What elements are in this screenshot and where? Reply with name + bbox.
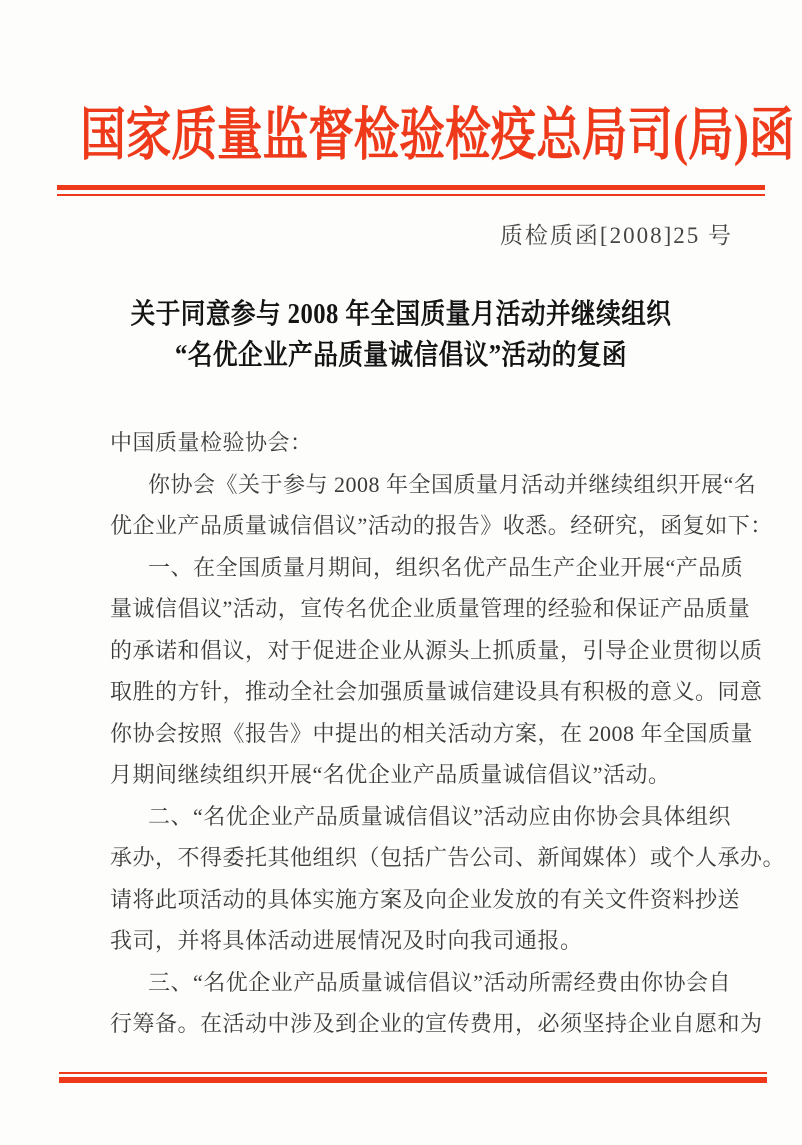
body-line: 量诚信倡议”活动，宣传名优企业质量管理的经验和保证产品质量 bbox=[110, 596, 751, 621]
footer-divider-thick-line bbox=[59, 1077, 767, 1083]
document-title-line1: 关于同意参与 2008 年全国质量月活动并继续组织 bbox=[130, 299, 672, 330]
body-line: 优企业产品质量诚信倡议”活动的报告》收悉。经研究，函复如下： bbox=[110, 513, 773, 538]
footer-divider-thin-line bbox=[59, 1072, 767, 1074]
header-divider bbox=[57, 185, 765, 196]
body-line: 三、“名优企业产品质量诚信倡议”活动所需经费由你协会自 bbox=[148, 969, 732, 995]
body-line: 二、“名优企业产品质量诚信倡议”活动应由你协会具体组织 bbox=[148, 803, 732, 829]
salutation: 中国质量检验协会： bbox=[110, 430, 313, 455]
body-line: 承办，不得委托其他组织（包括广告公司、新闻媒体）或个人承办。 bbox=[110, 845, 786, 870]
header-divider-thick-line bbox=[57, 185, 765, 190]
letter-body bbox=[110, 422, 786, 1045]
body-line: 取胜的方针，推动全社会加强质量诚信建设具有积极的意义。同意 bbox=[110, 679, 763, 704]
body-line: 请将此项活动的具体实施方案及向企业发放的有关文件资料抄送 bbox=[110, 886, 741, 912]
header-divider-thin-line bbox=[57, 194, 765, 196]
body-line: 的承诺和倡议，对于促进企业从源头上抓质量，引导企业贯彻以质 bbox=[110, 637, 763, 663]
body-line: 你协会《关于参与 2008 年全国质量月活动并继续组织开展“名 bbox=[148, 471, 757, 497]
body-line: 你协会按照《报告》中提出的相关活动方案，在 2008 年全国质量 bbox=[110, 720, 754, 746]
document-title-line2: “名优企业产品质量诚信倡议”活动的复函 bbox=[175, 340, 627, 371]
body-line: 我司，并将具体活动进展情况及时向我司通报。 bbox=[110, 928, 583, 953]
footer-divider bbox=[59, 1072, 767, 1083]
body-line: 行筹备。在活动中涉及到企业的宣传费用，必须坚持企业自愿和为 bbox=[110, 1011, 763, 1036]
body-line: 一、在全国质量月期间，组织名优产品生产企业开展“产品质 bbox=[148, 554, 744, 580]
document-title bbox=[0, 294, 802, 376]
document-number: 质检质函[2008]25 号 bbox=[499, 223, 733, 248]
body-line: 月期间继续组织开展“名优企业产品质量诚信倡议”活动。 bbox=[110, 762, 671, 787]
letterhead-title: 国家质量监督检验检疫总局司(局)函 bbox=[80, 104, 795, 167]
